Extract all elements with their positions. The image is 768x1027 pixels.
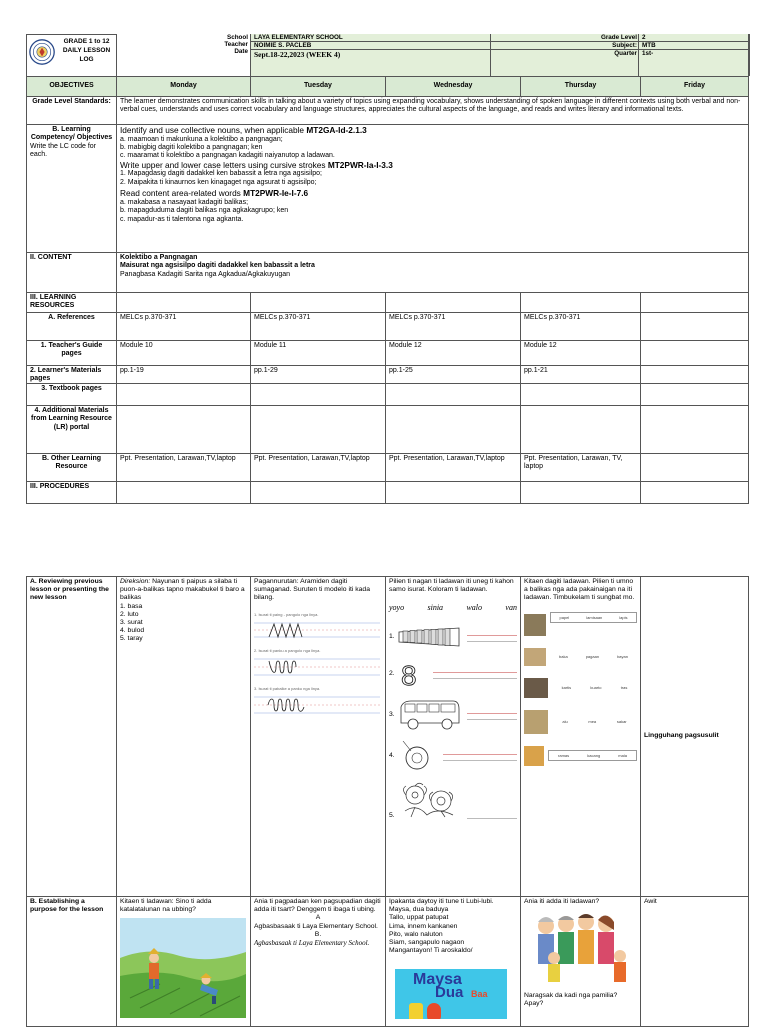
resources-label: III. LEARNING RESOURCES <box>27 293 117 313</box>
day-tuesday: Tuesday <box>251 77 386 97</box>
standards-label: Grade Level Standards: <box>27 97 117 125</box>
poster-word-3: Baa <box>471 989 488 1000</box>
quarter-label: Quarter <box>614 50 637 57</box>
establishing-mon <box>117 897 251 1027</box>
references-thu: MELCs p.370-371 <box>521 313 641 341</box>
obj3-item-c: c. mapadur-as ti talentona nga agkanta. <box>120 215 244 223</box>
cursive-stroke-practice-2 <box>254 655 380 679</box>
reviewing-tue <box>251 577 386 897</box>
item-num-2: 2. <box>389 669 395 677</box>
other-mon: Ppt. Presentation, Larawan,TV,laptop <box>117 454 251 482</box>
stroke-line-1: 1. Isurat ti paing - pangolo nga linya. <box>254 611 319 617</box>
word-2: 2. luto <box>120 610 139 618</box>
quarter-value: 1st- <box>642 50 654 57</box>
farm-scene-illustration <box>120 918 246 1018</box>
obj2-text: Write upper and lower case letters using cursive strokes <box>120 159 328 170</box>
lm-fri <box>641 366 749 384</box>
content-line-3: Panagbasa Kadagiti Sarita nga Agkadua/Agkakuyugan <box>120 270 291 278</box>
picture-school-items <box>524 614 546 636</box>
song-line-3: Lima, innem kankanen <box>389 922 458 930</box>
direction-text: Nayunan ti paipus a silaba ti puon-a-balikas tapno makabukel ti baro a balikas <box>120 578 245 602</box>
obj1-item-a: a. maamoan ti makunkuna a kolektibo a pangnagan; <box>120 135 283 143</box>
word-3: 3. surat <box>120 619 143 627</box>
est-tue-b: B. <box>314 930 322 938</box>
est-tue-a: A <box>315 914 321 922</box>
wed-instructions: Pilien ti nagan ti ladawan iti uneg ti kahon samo isurat. Koloram ti ladawan. <box>389 578 514 594</box>
teacher-label: Teacher <box>224 41 248 48</box>
obj3-text: Read content area-related words <box>120 188 244 199</box>
reviewing-label: A. Reviewing previous lesson or presenting the new lesson <box>27 577 117 897</box>
song-line-5: Siam, sangapulo nagaon <box>389 939 465 947</box>
cursive-stroke-practice-1 <box>254 619 380 641</box>
picture-crops <box>524 710 548 734</box>
word-1: 1. basa <box>120 602 143 610</box>
xylophone-icon <box>397 626 461 648</box>
obj2-code: MT2PWR-Ia-I-3.3 <box>327 159 393 170</box>
teacher-value: NOIMIE S. PACLEB <box>251 42 491 50</box>
references-tue: MELCs p.370-371 <box>251 313 386 341</box>
picture-fruits <box>524 746 544 766</box>
tg-mon: Module 10 <box>117 341 251 366</box>
est-thu-text: Ania iti adda iti ladawan? <box>524 898 600 905</box>
obj1-text: Identify and use collective nouns, when applicable <box>120 125 307 135</box>
counting-song-poster <box>395 969 507 1019</box>
word-4: 4. bulod <box>120 627 145 635</box>
reviewing-fri <box>641 577 749 897</box>
cursive-word-3: walo <box>466 603 483 613</box>
day-thursday: Thursday <box>521 77 641 97</box>
picture-room <box>524 678 548 698</box>
procedures-table-page-2 <box>26 576 748 1027</box>
reviewing-wed <box>386 577 521 897</box>
poster-word-1: Maysa <box>413 971 462 989</box>
est-thu-question: Naragsak da kadi nga pamilia? <box>524 992 618 1000</box>
direction-label: Direksion: <box>120 578 151 585</box>
objectives-header: OBJECTIVES <box>27 77 117 97</box>
grade-range: GRADE 1 to 12 <box>63 38 110 45</box>
subject-value: MTB <box>639 42 749 50</box>
van-icon <box>397 699 463 731</box>
competency-label-sub: Write the LC code for each. <box>30 142 97 159</box>
choice-box-2[interactable]: baka pagaan bayan <box>559 653 628 659</box>
cursive-word-2: sinia <box>427 603 444 613</box>
day-wednesday: Wednesday <box>386 77 521 97</box>
lm-mon: pp.1-19 <box>117 366 251 384</box>
references-wed: MELCs p.370-371 <box>386 313 521 341</box>
other-thu: Ppt. Presentation, Larawan, TV, laptop <box>521 454 641 482</box>
item-num-5: 5. <box>389 812 395 820</box>
choice-box-4[interactable]: alu mea sakar <box>562 718 627 724</box>
item-num-4: 4. <box>389 751 395 759</box>
number-eight-icon <box>397 659 427 689</box>
family-illustration <box>524 908 636 988</box>
subject-label: Subject: <box>491 42 639 50</box>
log-title: DAILY LESSON LOG <box>62 47 111 63</box>
est-tue-text: Ania ti pagpadaan ken pagsupadian dagiti adda iti tsart? Denggem ti ibaga ti ubing. <box>254 898 381 914</box>
content-label: II. CONTENT <box>27 253 117 293</box>
est-tue-a-text: Agbasbasaak ti Laya Elementary School. <box>254 922 378 930</box>
procedures-label: III. PROCEDURES <box>27 482 117 504</box>
other-label: B. Other Learning Resource <box>27 454 117 482</box>
cursive-word-4: van <box>505 603 517 613</box>
word-5: 5. taray <box>120 635 143 643</box>
est-tue-b-text: Agbasbasaak ti Laya Elementary School. <box>254 939 370 948</box>
competency-label <box>27 125 117 253</box>
song-line-2: Tallo, uppat patupat <box>389 914 449 922</box>
date-value: Sept.18-22,2023 (WEEK 4) <box>254 50 341 59</box>
references-fri <box>641 313 749 341</box>
item-num-1: 1. <box>389 632 395 640</box>
establishing-fri: Awit <box>641 897 749 1027</box>
obj3-code: MT2PWR-Ie-I-7.6 <box>243 188 309 199</box>
date-label: Date <box>234 48 248 55</box>
obj2-item-1: 1. Mapagdasig dagiti dadakkel ken babassit a letra nga agsisilpo; <box>120 170 322 178</box>
obj1-code: MT2GA-Id-2.1.3 <box>306 125 367 135</box>
lm-label: 2. Learner's Materials pages <box>27 366 117 384</box>
day-monday: Monday <box>117 77 251 97</box>
tg-tue: Module 11 <box>251 341 386 366</box>
song-line-1: Maysa, dua baduya <box>389 906 449 914</box>
lm-thu: pp.1-21 <box>521 366 641 384</box>
lm-wed: pp.1-25 <box>386 366 521 384</box>
grade-level-value: 2 <box>639 34 749 42</box>
stroke-line-2: 2. Isurat ti panku a pangolo nga linya. <box>254 647 321 653</box>
sinia-flower-icon <box>397 781 463 821</box>
song-line-4: Pito, walo naluton <box>389 930 443 938</box>
obj2-item-2: 2. Maipakita ti kinaurnos ken kinagaget nga agsurat ti agsisilpo; <box>120 178 317 186</box>
fri-weekly-test: Lingguhang pagsusulit <box>644 732 719 740</box>
header-info-grid <box>116 34 748 76</box>
thu-instructions: Kitaen dagiti ladawan. Pilien ti umno a balikas nga ada pakainaigan na iti ladawan. Timbukelam ti sungbat mo. <box>524 578 635 602</box>
song-line-6: Mangantayon! Ti aroskaldo/ <box>389 947 473 955</box>
lm-tue: pp.1-29 <box>251 366 386 384</box>
choice-box-1[interactable]: papel lamisaan lapis <box>550 612 637 623</box>
obj1-item-b: b. mabigbig dagiti kolektibo a pangnagan; ken <box>120 144 263 151</box>
poster-word-2: Dua <box>435 984 464 1002</box>
obj3-item-a: a. makabasa a nasayaat kadagiti balikas; <box>120 198 249 206</box>
day-friday: Friday <box>641 77 749 97</box>
standards-text: The learner demonstrates communication skills in talking about a variety of topics using expanding vocabulary, shows understanding of spoken language in different contexts using both verbal and non-verbal cues, understands and uses correct vocabulary and language structures, appreciates the cultural aspects of the language, and reads and writes literary and informational texts. <box>117 97 749 125</box>
yoyo-icon <box>397 741 437 771</box>
other-tue: Ppt. Presentation, Larawan,TV,laptop <box>251 454 386 482</box>
choice-box-3[interactable]: kartis kuarto tras <box>561 684 628 690</box>
item-num-3: 3. <box>389 710 395 718</box>
cursive-word-1: yoyo <box>389 603 405 613</box>
establishing-tue <box>251 897 386 1027</box>
tue-instructions: Pagannurutan: Aramiden dagiti sumaganad. Suruten ti modelo iti kada bilang. <box>254 578 370 602</box>
establishing-wed <box>386 897 521 1027</box>
other-fri <box>641 454 749 482</box>
establishing-label: B. Establishing a purpose for the lesson <box>27 897 117 1027</box>
est-thu-question-2: Apay? <box>524 1000 544 1008</box>
competency-label-main: B. Learning Competency/ Objectives <box>30 126 113 142</box>
reviewing-mon <box>117 577 251 897</box>
picture-cow <box>524 648 546 666</box>
est-mon-text: Kitaen ti ladawan: Sino ti adda katalatalunan na ubbing? <box>120 898 212 914</box>
tg-fri <box>641 341 749 366</box>
content-line-2: Maisurat nga agsisilpo dagiti dadakkel ken babassit a letra <box>120 262 315 270</box>
header-logo-cell <box>27 35 117 78</box>
choice-box-5[interactable]: ramas kacang mala <box>548 750 637 761</box>
objectives-table <box>26 76 748 504</box>
grade-level-label: Grade Level <box>491 34 639 42</box>
school-label: School <box>227 34 248 41</box>
obj1-item-c: c. maaramat ti kolektibo a pangnagan kadagiti naiyanutop a ladawan. <box>120 152 335 160</box>
obj3-item-b: b. mapagduduma dagiti balikas nga agkakagrupo; ken <box>120 207 289 215</box>
est-wed-text: Ipakanta daytoy iti tune ti Lubi-lubi. <box>389 898 494 905</box>
stroke-line-3: 3. Isurat ti pabalke a panku nga linya. <box>254 686 321 692</box>
cursive-stroke-practice-3 <box>254 693 380 717</box>
establishing-thu <box>521 897 641 1027</box>
tg-thu: Module 12 <box>521 341 641 366</box>
references-label: A. References <box>27 313 117 341</box>
content-line-1: Kolektibo a Pangnagan <box>120 254 198 261</box>
references-mon: MELCs p.370-371 <box>117 313 251 341</box>
svg-text:8: 8 <box>401 659 417 689</box>
other-wed: Ppt. Presentation, Larawan,TV,laptop <box>386 454 521 482</box>
school-value: LAYA ELEMENTARY SCHOOL <box>251 34 491 42</box>
competency-content <box>117 125 749 253</box>
content-text <box>117 253 749 293</box>
tg-wed: Module 12 <box>386 341 521 366</box>
reviewing-thu <box>521 577 641 897</box>
deped-seal-logo <box>29 37 55 67</box>
additional-label: 4. Additional Materials from Learning Resource (LR) portal <box>27 406 117 454</box>
tg-label: 1. Teacher's Guide pages <box>27 341 117 366</box>
tb-label: 3. Textbook pages <box>27 384 117 406</box>
